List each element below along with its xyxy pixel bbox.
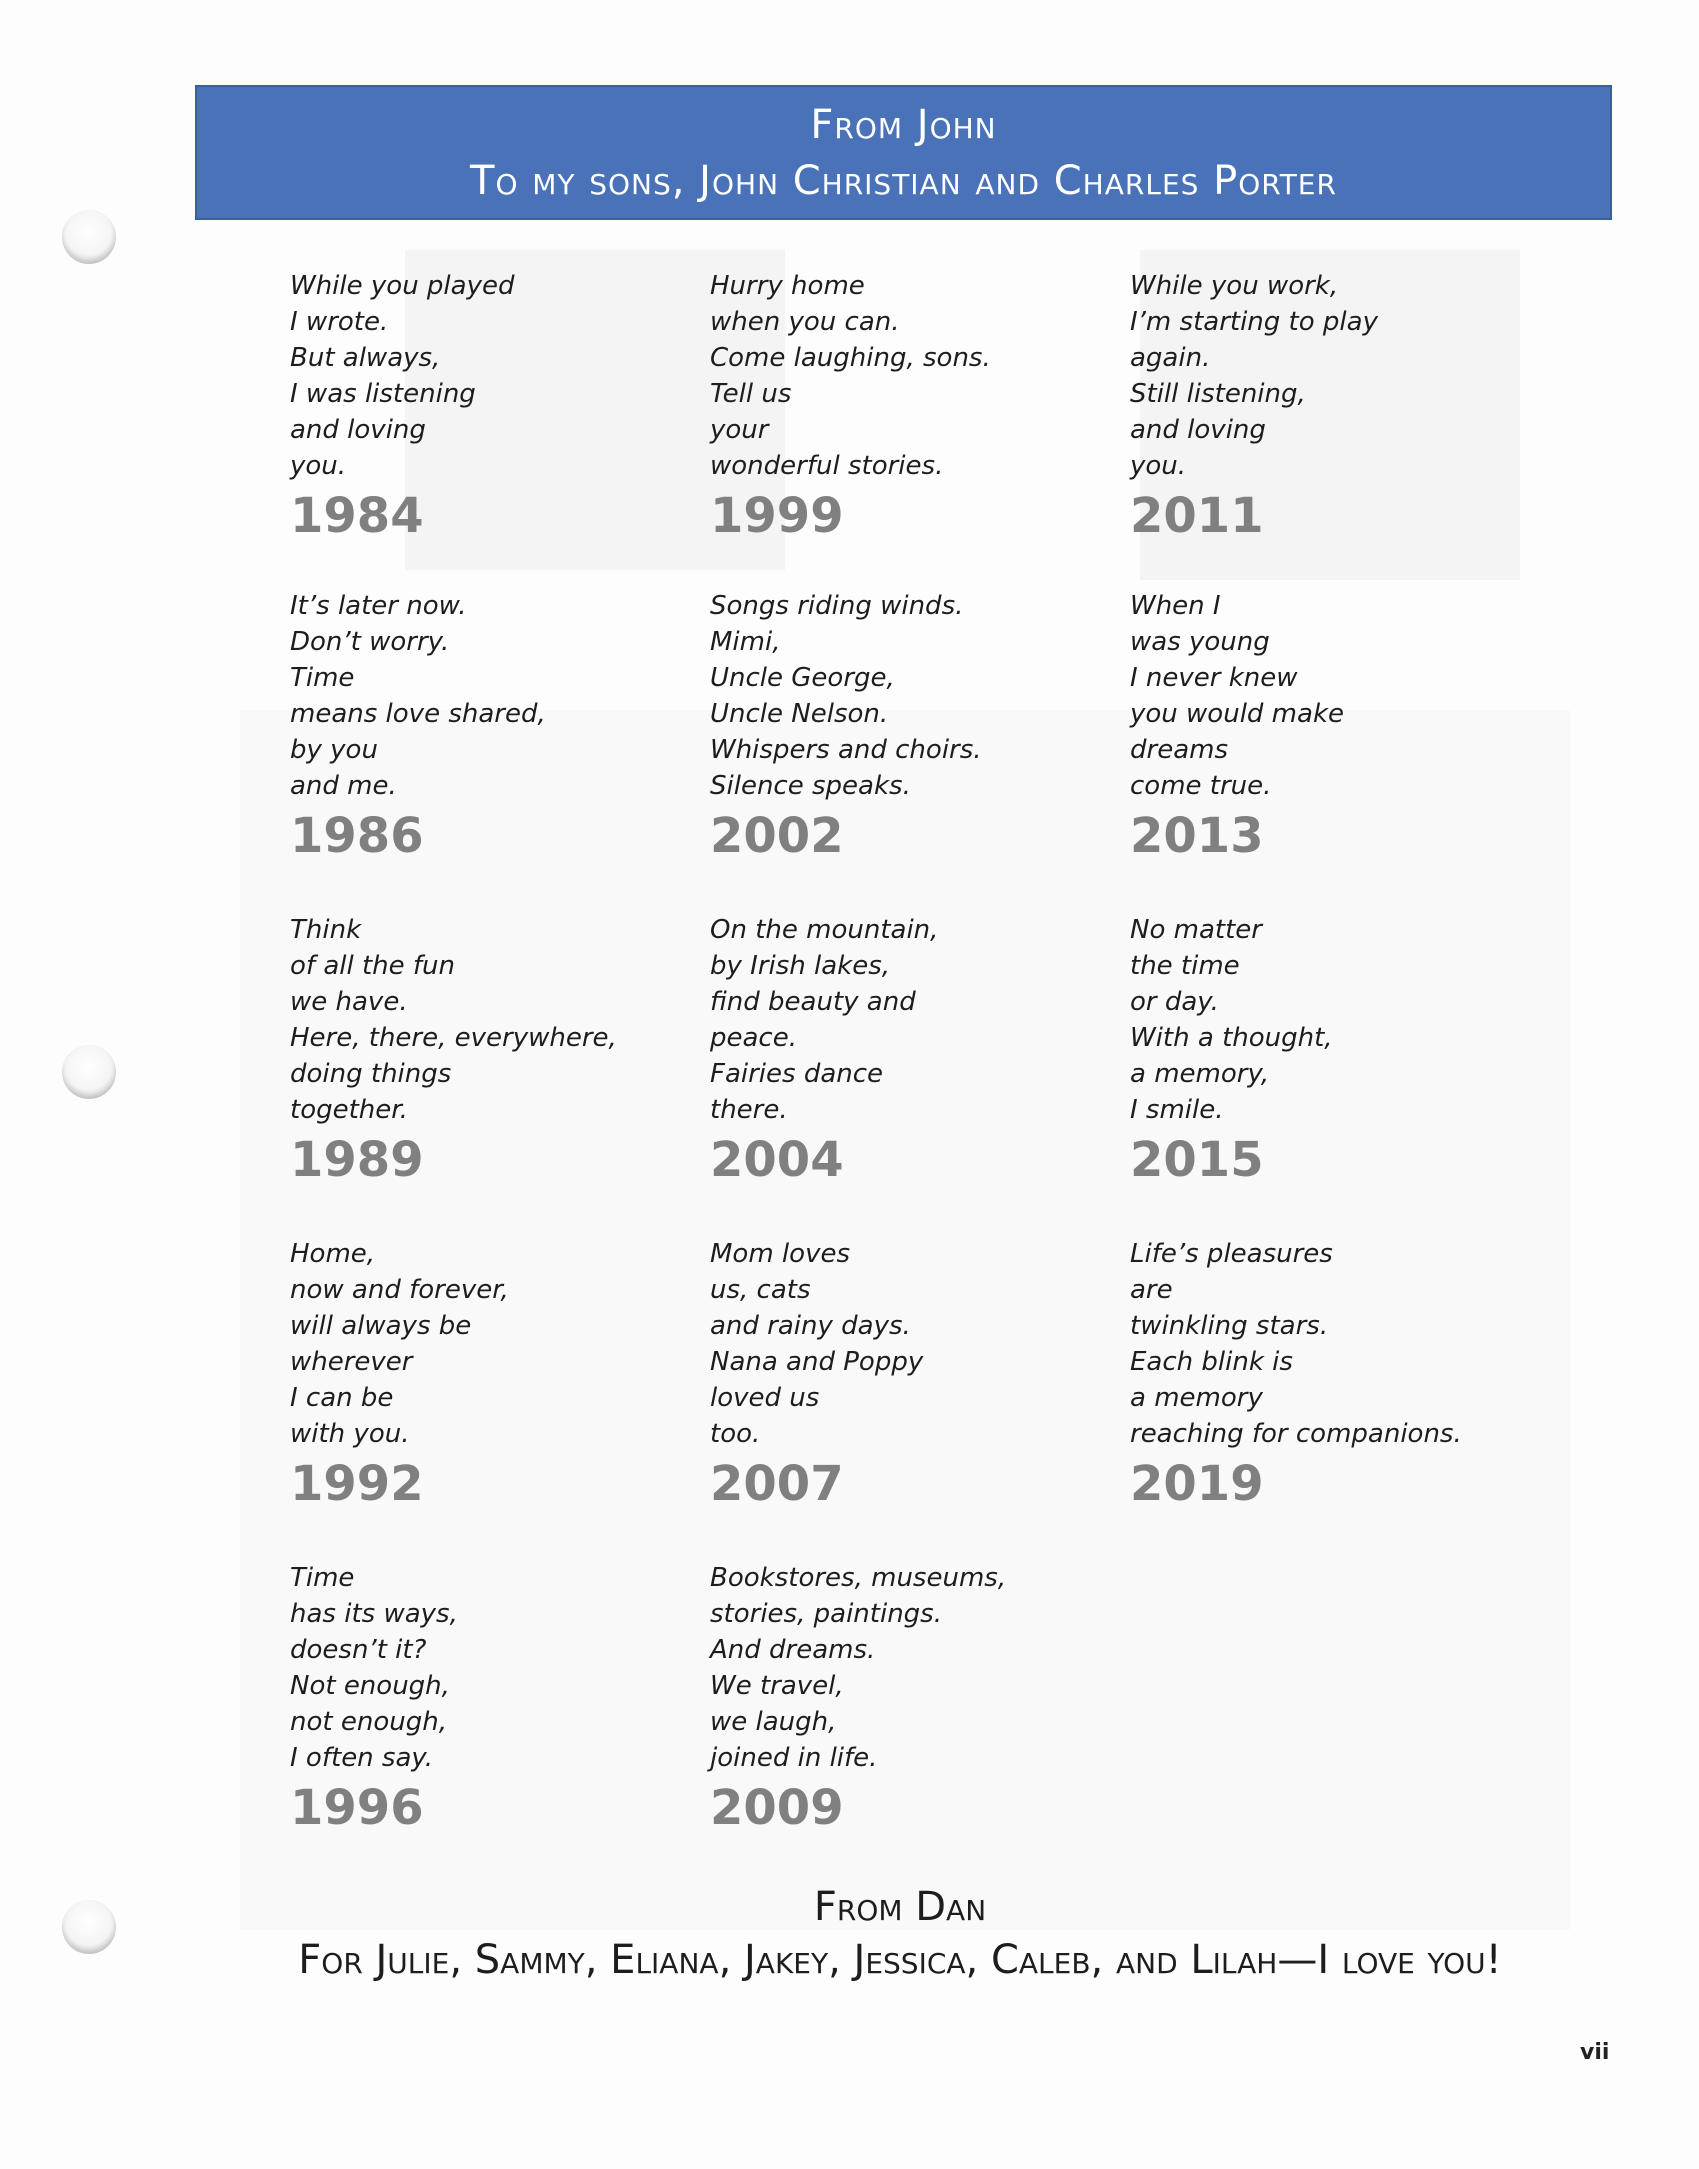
poem-2009: [710, 1560, 1090, 1836]
binder-hole-bottom: [62, 1900, 116, 1954]
poem-2013: [1130, 588, 1510, 864]
poem-year: 2004: [710, 1132, 844, 1188]
poem-year: 1989: [290, 1132, 424, 1188]
banner-title: From John: [810, 101, 997, 148]
poem-year: 1996: [290, 1780, 424, 1836]
poem-year: 2013: [1130, 808, 1264, 864]
poem-text: When I was young I never knew you would make dreams come true.: [1130, 591, 1344, 801]
poem-text: No matter the time or day. With a thought, a memory, I smile.: [1130, 915, 1333, 1125]
poem-text: Hurry home when you can. Come laughing, sons. Tell us your wonderful stories.: [710, 271, 991, 481]
poem-year: 2002: [710, 808, 844, 864]
poem-1986: [290, 588, 670, 864]
poem-year: 2015: [1130, 1132, 1264, 1188]
poem-year: 1992: [290, 1456, 424, 1512]
poem-year: 1984: [290, 488, 424, 544]
binder-hole-middle: [62, 1045, 116, 1099]
poem-2011: [1130, 268, 1510, 544]
poem-year: 2019: [1130, 1456, 1264, 1512]
banner-subtitle: To my sons, John Christian and Charles Porter: [470, 157, 1337, 204]
dan-heading: From Dan: [813, 1884, 987, 1930]
poem-text: Time has its ways, doesn’t it? Not enough, not enough, I often say.: [290, 1563, 458, 1773]
poem-1992: [290, 1236, 670, 1512]
poem-2007: [710, 1236, 1090, 1512]
poem-text: It’s later now. Don’t worry. Time means love shared, by you and me.: [290, 591, 546, 801]
poem-2019: [1130, 1236, 1510, 1512]
poem-text: While you work, I’m starting to play again. Still listening, and loving you.: [1130, 271, 1378, 481]
dedication-banner: [195, 85, 1612, 220]
poem-text: Songs riding winds. Mimi, Uncle George, Uncle Nelson. Whispers and choirs. Silence speaks.: [710, 591, 982, 801]
poem-2004: [710, 912, 1090, 1188]
poem-1989: [290, 912, 670, 1188]
page-number: vii: [1580, 2040, 1610, 2065]
poem-text: Life’s pleasures are twinkling stars. Each blink is a memory reaching for companions.: [1130, 1239, 1462, 1449]
poem-text: Think of all the fun we have. Here, there, everywhere, doing things together.: [290, 915, 617, 1125]
poem-year: 2007: [710, 1456, 844, 1512]
poem-2002: [710, 588, 1090, 864]
poem-2015: [1130, 912, 1510, 1188]
poem-text: Mom loves us, cats and rainy days. Nana and Poppy loved us too.: [710, 1239, 924, 1449]
poem-text: Home, now and forever, will always be wherever I can be with you.: [290, 1239, 509, 1449]
poem-text: While you played I wrote. But always, I was listening and loving you.: [290, 271, 515, 481]
dan-dedication: For Julie, Sammy, Eliana, Jakey, Jessica, Caleb, and Lilah—I love you!: [298, 1937, 1502, 1983]
poem-1996: [290, 1560, 670, 1836]
poem-text: Bookstores, museums, stories, paintings. And dreams. We travel, we laugh, joined in life.: [710, 1563, 1007, 1773]
poem-year: 2011: [1130, 488, 1264, 544]
poem-year: 1999: [710, 488, 844, 544]
poem-year: 2009: [710, 1780, 844, 1836]
poem-1999: [710, 268, 1090, 544]
poem-text: On the mountain, by Irish lakes, find beauty and peace. Fairies dance there.: [710, 915, 939, 1125]
poem-1984: [290, 268, 670, 544]
poem-year: 1986: [290, 808, 424, 864]
binder-hole-top: [62, 210, 116, 264]
